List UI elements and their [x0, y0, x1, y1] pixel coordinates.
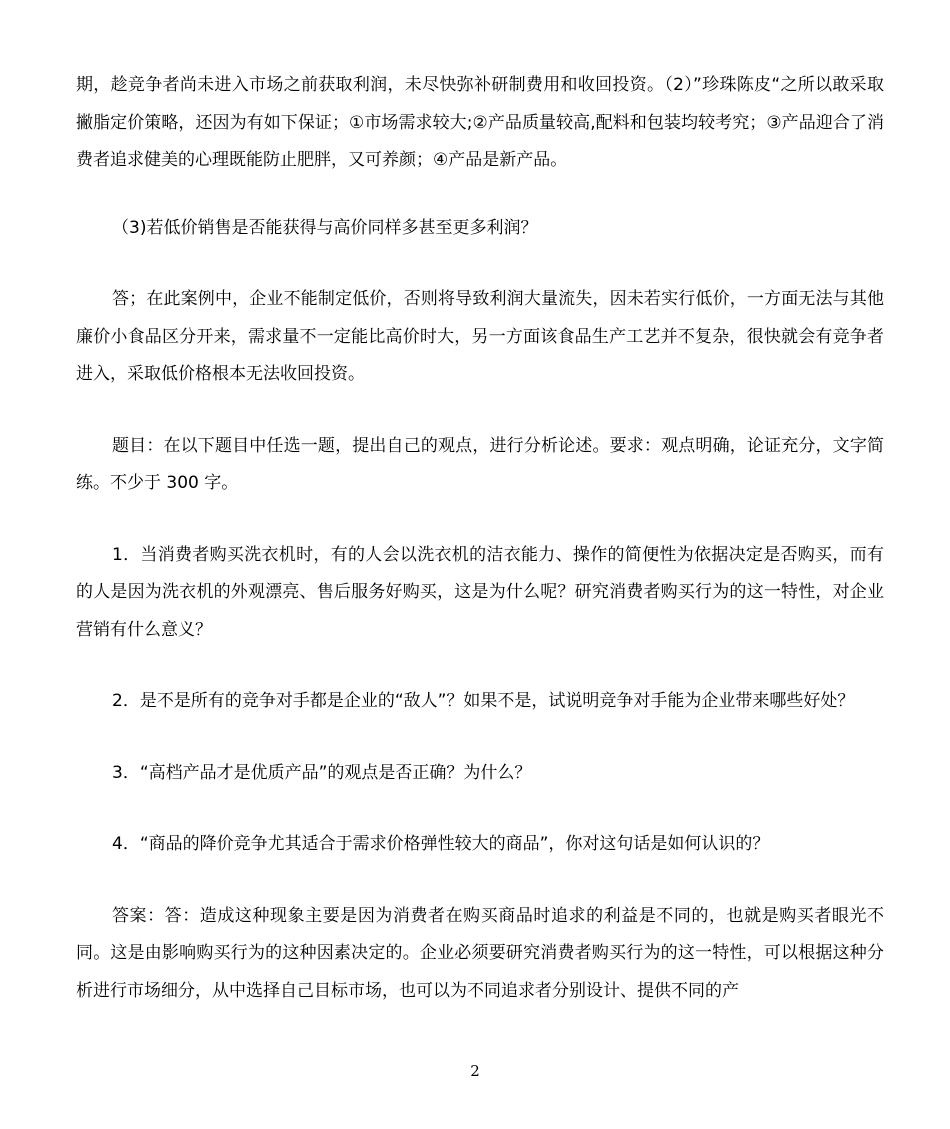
essay-question-1: 1．当消费者购买洗衣机时，有的人会以洗衣机的洁衣能力、操作的简便性为依据决定是否购买，而有的人是因为洗衣机的外观漂亮、售后服务好购买，这是为什么呢？研究消费者购买行为的这一特性，对企业营销有什么意义？: [76, 544, 884, 640]
page-number: 2: [470, 1062, 480, 1080]
question-3: （3)若低价销售是否能获得与高价同样多甚至更多利润？: [112, 217, 538, 238]
answer-3: 答；在此案例中，企业不能制定低价，否则将导致利润大量流失，因未若实行低价，一方面无法与其他廉价小食品区分开来，需求量不一定能比高价时大，另一方面该食品生产工艺并不复杂，很快就会有竞争者进入，采取低价格根本无法收回投资。: [76, 289, 884, 384]
essay-question-4: 4．“商品的降价竞争尤其适合于需求价格弹性较大的商品”，你对这句话是如何认识的？: [112, 834, 770, 854]
document-body: [76, 67, 884, 1010]
paragraph-continued-answer: 期，趁竞争者尚未进入市场之前获取利润，未尽快弥补研制费用和收回投资。（2）”珍珠陈皮“之所以敢采取撇脂定价策略，还因为有如下保证；①市场需求较大;②产品质量较高,配料和包装均较考究；③产品迎合了消费者追求健美的心理既能防止肥胖，又可养颜；④产品是新产品。: [76, 75, 884, 170]
essay-question-2: 2．是不是所有的竞争对手都是企业的“敌人”？如果不是，试说明竞争对手能为企业带来哪些好处？: [112, 691, 855, 711]
essay-question-3: 3．“高档产品才是优质产品”的观点是否正确？为什么？: [112, 762, 532, 783]
essay-prompt: 题目：在以下题目中任选一题，提出自己的观点，进行分析论述。要求：观点明确，论证充分，文字简练。不少于 300 字。: [76, 435, 884, 493]
essay-answer: 答案：答：造成这种现象主要是因为消费者在购买商品时追求的利益是不同的，也就是购买者眼光不同。这是由影响购买行为的这种因素决定的。企业必须要研究消费者购买行为的这一特性，可以根据这种分析进行市场细分，从中选择自己目标市场，也可以为不同追求者分别设计、提供不同的产: [76, 905, 884, 1001]
